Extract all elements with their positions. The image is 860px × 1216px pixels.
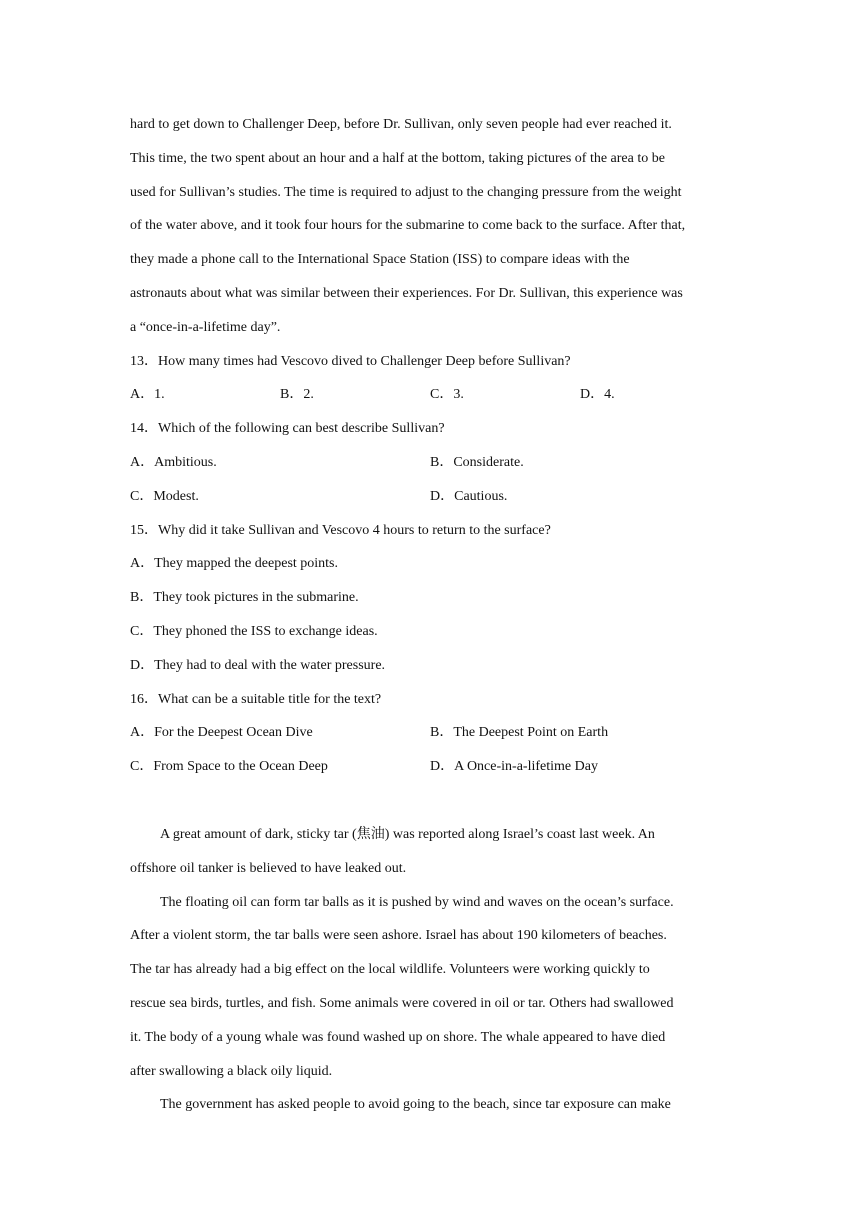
option-b: B．The Deepest Point on Earth (430, 725, 609, 741)
options-row (130, 480, 736, 514)
option-a: A．Ambitious. (130, 454, 217, 470)
paragraph-line: it. The body of a young whale was found washed up on shore. The whale appeared to have died (130, 1029, 666, 1045)
section-gap (130, 784, 736, 818)
document-page (130, 108, 736, 1122)
option-a: A．For the Deepest Ocean Dive (130, 725, 313, 741)
paragraph-line: After a violent storm, the tar balls were seen ashore. Israel has about 190 kilometers of beaches. (130, 928, 667, 944)
option-a: A．1. (130, 387, 165, 403)
option-b: B．Considerate. (430, 454, 524, 470)
paragraph-line: The floating oil can form tar balls as it is pushed by wind and waves on the ocean’s surface. (160, 894, 674, 910)
next-passage (130, 818, 736, 1122)
option-c: C．From Space to the Ocean Deep (130, 759, 328, 775)
question-16 (130, 683, 736, 784)
option-d: D．A Once-in-a-lifetime Day (430, 759, 598, 775)
question-stem: 16．What can be a suitable title for the text? (130, 691, 382, 707)
option-a: A．They mapped the deepest points. (130, 556, 339, 572)
option-d: D．Cautious. (430, 488, 508, 504)
paragraph-line: The government has asked people to avoid going to the beach, since tar exposure can make (160, 1097, 671, 1113)
passage-line: of the water above, and it took four hours for the submarine to come back to the surface. After that, (130, 218, 686, 234)
passage-line: hard to get down to Challenger Deep, before Dr. Sullivan, only seven people had ever reached it. (130, 117, 672, 132)
passage-line: This time, the two spent about an hour and a half at the bottom, taking pictures of the area to be (130, 150, 665, 166)
paragraph-3 (130, 1088, 736, 1122)
option-c: C．Modest. (130, 488, 199, 504)
question-15 (130, 514, 736, 683)
passage-line: astronauts about what was similar between their experiences. For Dr. Sullivan, this experience was (130, 285, 683, 301)
paragraph-line: A great amount of dark, sticky tar (焦油) was reported along Israel’s coast last week. An (160, 826, 655, 842)
option-c: C．3. (430, 387, 464, 403)
options-row (130, 446, 736, 480)
passage-line: a “once-in-a-lifetime day”. (130, 319, 281, 335)
question-stem: 13．How many times had Vescovo dived to Challenger Deep before Sullivan? (130, 353, 571, 369)
paragraph-1 (130, 818, 736, 886)
option-d: D．They had to deal with the water pressure. (130, 657, 386, 673)
question-stem: 15．Why did it take Sullivan and Vescovo 4 hours to return to the surface? (130, 522, 551, 538)
question-14 (130, 412, 736, 513)
question-stem: 14．Which of the following can best describe Sullivan? (130, 421, 445, 437)
paragraph-2 (130, 886, 736, 1089)
paragraph-line: rescue sea birds, turtles, and fish. Some animals were covered in oil or tar. Others had swallowed (130, 995, 674, 1011)
options-row (130, 716, 736, 750)
passage-continuation (130, 108, 736, 345)
paragraph-line: offshore oil tanker is believed to have leaked out. (130, 860, 407, 876)
option-b: B．They took pictures in the submarine. (130, 590, 359, 606)
paragraph-line: after swallowing a black oily liquid. (130, 1063, 333, 1079)
passage-line: they made a phone call to the International Space Station (ISS) to compare ideas with the (130, 252, 630, 268)
paragraph-line: The tar has already had a big effect on the local wildlife. Volunteers were working quickly to (130, 962, 650, 978)
option-d: D．4. (580, 387, 615, 403)
question-13 (130, 345, 736, 413)
option-c: C．They phoned the ISS to exchange ideas. (130, 623, 378, 639)
options-row (130, 378, 736, 412)
passage-line: used for Sullivan’s studies. The time is required to adjust to the changing pressure from the weight (130, 184, 682, 200)
options-row (130, 750, 736, 784)
option-b: B．2. (280, 387, 314, 403)
